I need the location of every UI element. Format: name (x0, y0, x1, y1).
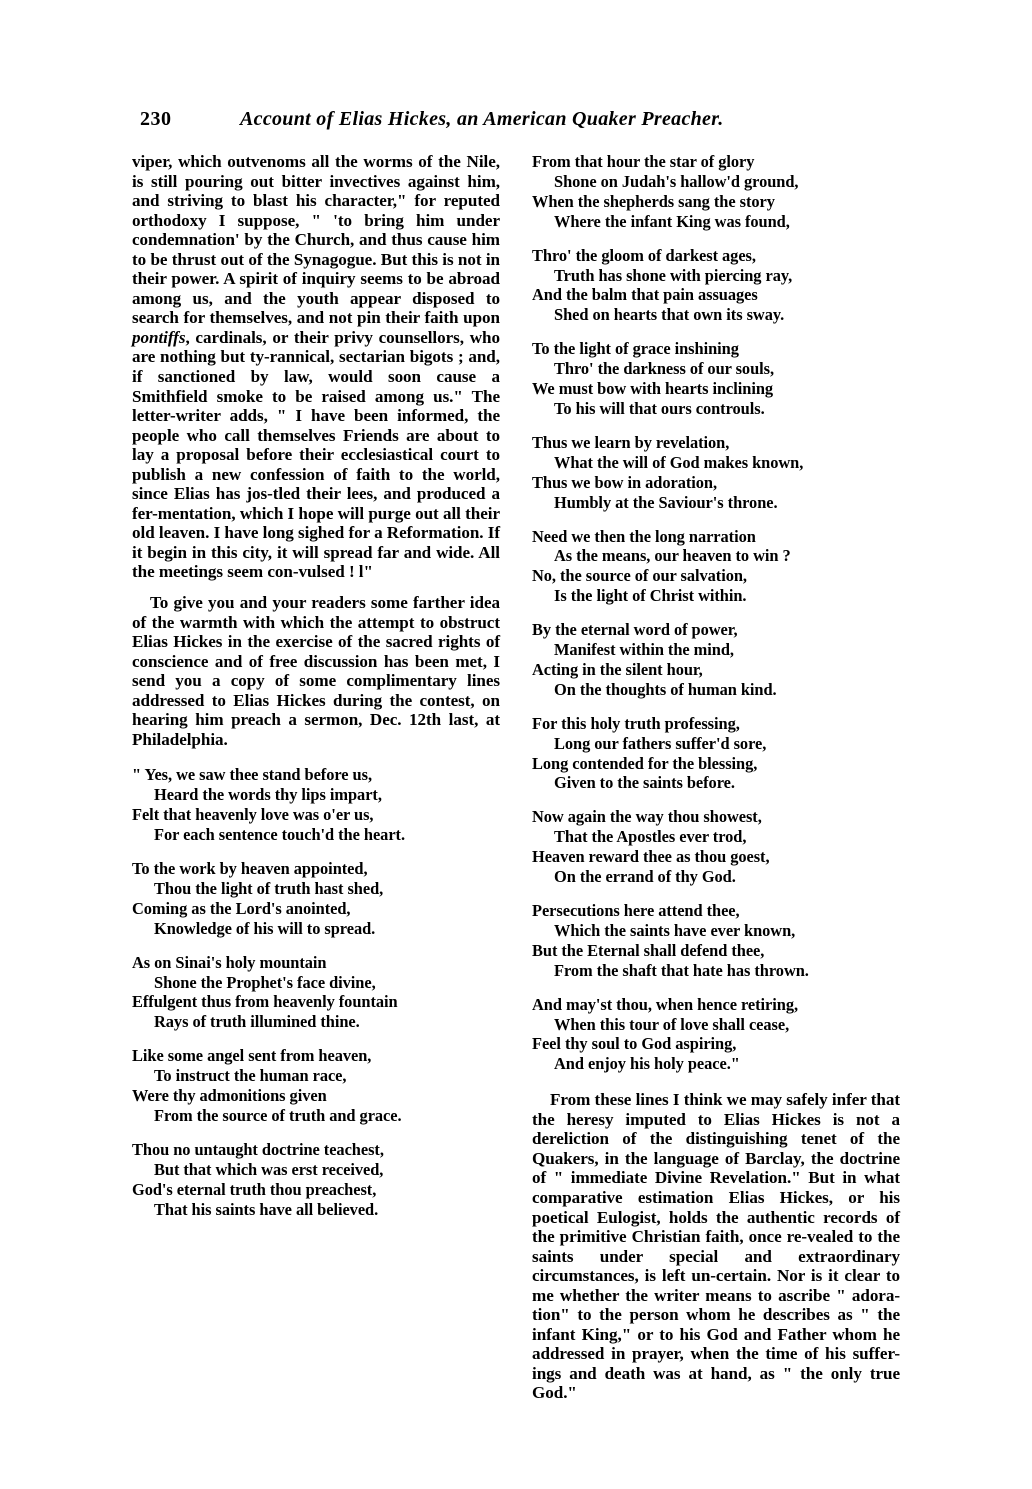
verse-stanza (532, 152, 900, 232)
verse-line: From the shaft that hate has thrown. (554, 960, 809, 980)
verse-line: Feel thy soul to God aspiring, (532, 1034, 737, 1054)
spacer (532, 419, 900, 433)
verse-line: That the Apostles ever trod, (554, 827, 747, 847)
verse-line: Coming as the Lord's anointed, (132, 898, 351, 918)
verse-stanza (532, 807, 900, 887)
verse-line: Which the saints have ever known, (554, 920, 796, 940)
spacer (132, 1126, 500, 1140)
verse-line: Knowledge of his will to spread. (154, 918, 376, 938)
spacer (532, 887, 900, 901)
verse-stanza (532, 714, 900, 794)
verse-stanza (132, 859, 500, 939)
verse-line: Persecutions here attend thee, (532, 901, 740, 920)
verse-line: Shone on Judah's hallow'd ground, (554, 171, 799, 191)
verse-line: But that which was erst received, (154, 1159, 384, 1179)
verse-line: For each sentence touch'd the heart. (154, 825, 405, 845)
spacer (532, 232, 900, 246)
verse-line: Effulgent thus from heavenly fountain (132, 992, 398, 1012)
verse-line: As on Sinai's holy mountain (132, 952, 327, 972)
prose-paragraph-continued: viper, which outvenoms all the worms of the Nile, is still pouring out bitter invectives against him, and striving to blast his character," for reputed orthodoxy I suppose, " 'to bring him under condemnation' by the Church, and thus cause him to be thrust out of the Synagogue. But this is not in their power. A spirit of inquiry seems to be abroad among us, and the youth appear disposed to search for themselves, and not pin their faith upon pontiffs, cardinals, or their privy counsellors, who are nothing but ty-rannical, sectarian bigots ; and, if sanctioned by law, would soon cause a Smithfield smoke to be raised among us." The letter-writer adds, " I have been informed, the people who call themselves Friends are about to lay a proposal before their ecclesiastical court to publish a new confession of faith to the world, since Elias has jos-tled their lees, and produced a fer-mentation, which I hope will purge out all their old leaven. I have long sighed for a Reformation. If it begin in this city, it will spread far and wide. All the meetings seem con-vulsed ! l" (132, 152, 500, 582)
spacer (132, 1032, 500, 1046)
running-title: Account of Elias Hickes, an American Quaker Preacher. (240, 108, 724, 130)
verse-line: Truth has shone with piercing ray, (554, 265, 793, 285)
verse-line: When this tour of love shall cease, (554, 1014, 790, 1034)
verse-line: For this holy truth professing, (532, 713, 740, 733)
verse-line: Thro' the gloom of darkest ages, (532, 245, 756, 265)
spacer (132, 845, 500, 859)
verse-stanza (132, 1140, 500, 1220)
verse-line: Long contended for the blessing, (532, 753, 758, 773)
verse-line: We must bow with hearts inclining (532, 379, 774, 399)
verse-line: Like some angel sent from heaven, (132, 1046, 372, 1066)
verse-stanza (132, 1046, 500, 1126)
verse-stanza (532, 995, 900, 1075)
verse-block-left (132, 765, 500, 1219)
spacer (532, 1074, 900, 1090)
verse-stanza (532, 620, 900, 700)
verse-line: Thou no untaught doctrine teachest, (132, 1139, 384, 1159)
verse-line: To instruct the human race, (154, 1066, 347, 1086)
verse-block-right (532, 152, 900, 1074)
verse-line: Given to the saints before. (554, 773, 735, 793)
spacer (532, 793, 900, 807)
verse-line: To the work by heaven appointed, (132, 859, 368, 879)
verse-line: Manifest within the mind, (554, 640, 734, 660)
verse-line: Need we then the long narration (532, 526, 756, 546)
verse-line: To the light of grace inshining (532, 339, 739, 359)
verse-line: What the will of God makes known, (554, 452, 804, 472)
verse-line: No, the source of our salvation, (532, 566, 747, 586)
spacer (132, 582, 500, 593)
verse-stanza (532, 901, 900, 981)
verse-line: Were thy admonitions given (132, 1086, 327, 1106)
verse-line: Thou the light of truth hast shed, (154, 878, 384, 898)
verse-line: That his saints have all believed. (154, 1199, 379, 1219)
verse-line: But the Eternal shall defend thee, (532, 940, 765, 960)
verse-line: Where the infant King was found, (554, 211, 790, 231)
prose-paragraph-second: To give you and your readers some farther idea of the warmth with which the attempt to obstruct Elias Hickes in the exercise of the sacred rights of conscience and of free discussion has been met, I send you a copy of some complimentary lines addressed to Elias Hickes during the contest, on hearing him preach a sermon, Dec. 12th last, at Philadelphia. (132, 593, 500, 749)
spacer (132, 939, 500, 953)
verse-stanza (132, 765, 500, 845)
verse-stanza (532, 339, 900, 419)
verse-line: On the thoughts of human kind. (554, 679, 777, 699)
verse-line: When the shepherds sang the story (532, 191, 775, 211)
verse-line: From the source of truth and grace. (154, 1106, 402, 1125)
italic-word: pontiffs (132, 327, 186, 347)
verse-line: Rays of truth illumined thine. (154, 1012, 360, 1032)
page-number: 230 (140, 108, 172, 130)
verse-line: Heaven reward thee as thou goest, (532, 847, 770, 867)
left-column (132, 152, 500, 1220)
right-column (532, 152, 900, 1403)
verse-line: From that hour the star of glory (532, 152, 755, 171)
verse-line: " Yes, we saw thee stand before us, (132, 765, 372, 785)
verse-line: God's eternal truth thou preachest, (132, 1179, 377, 1199)
verse-line: Now again the way thou showest, (532, 807, 762, 827)
verse-stanza (532, 246, 900, 326)
verse-line: Heard the words thy lips impart, (154, 785, 382, 805)
verse-line: Acting in the silent hour, (532, 659, 703, 679)
spacer (532, 513, 900, 527)
verse-line: Felt that heavenly love was o'er us, (132, 805, 374, 825)
verse-line: And may'st thou, when hence retiring, (532, 994, 799, 1014)
closing-prose-paragraph: From these lines I think we may safely infer that the heresy imputed to Elias Hickes is not a dereliction of the distinguishing tenet of the Quakers, in the language of Barclay, the doctrine of " immediate Divine Revelation." But in what comparative estimation Elias Hickes, or his poetical Eulogist, holds the authentic records of the primitive Christian faith, once re-vealed to the saints under special and extraordinary circumstances, is left un-certain. Nor is it clear to me whether the writer means to ascribe " adora-tion" to the person whom he describes as " the infant King," or to his God and Father whom he addressed in prayer, when the time of his suffer-ings and death was at hand, as " the only true God." (532, 1090, 900, 1403)
verse-stanza (132, 953, 500, 1033)
spacer (132, 749, 500, 765)
verse-stanza (532, 433, 900, 513)
spacer (532, 606, 900, 620)
verse-line: As the means, our heaven to win ? (554, 546, 791, 566)
verse-line: By the eternal word of power, (532, 620, 738, 640)
verse-stanza (532, 527, 900, 607)
verse-line: Thus we bow in adoration, (532, 472, 718, 492)
spacer (532, 325, 900, 339)
verse-line: Is the light of Christ within. (554, 586, 747, 606)
verse-line: Thus we learn by revelation, (532, 432, 730, 452)
verse-line: Thro' the darkness of our souls, (554, 359, 775, 379)
spacer (532, 981, 900, 995)
verse-line: Shone the Prophet's face divine, (154, 972, 376, 992)
verse-line: To his will that ours controuls. (554, 398, 765, 418)
verse-line: Shed on hearts that own its sway. (554, 305, 785, 325)
spacer (532, 700, 900, 714)
verse-line: Long our fathers suffer'd sore, (554, 733, 767, 753)
verse-line: And the balm that pain assuages (532, 285, 758, 305)
verse-line: And enjoy his holy peace." (554, 1054, 740, 1074)
verse-line: On the errand of thy God. (554, 867, 736, 887)
running-head (140, 108, 900, 142)
verse-line: Humbly at the Saviour's throne. (554, 492, 778, 512)
